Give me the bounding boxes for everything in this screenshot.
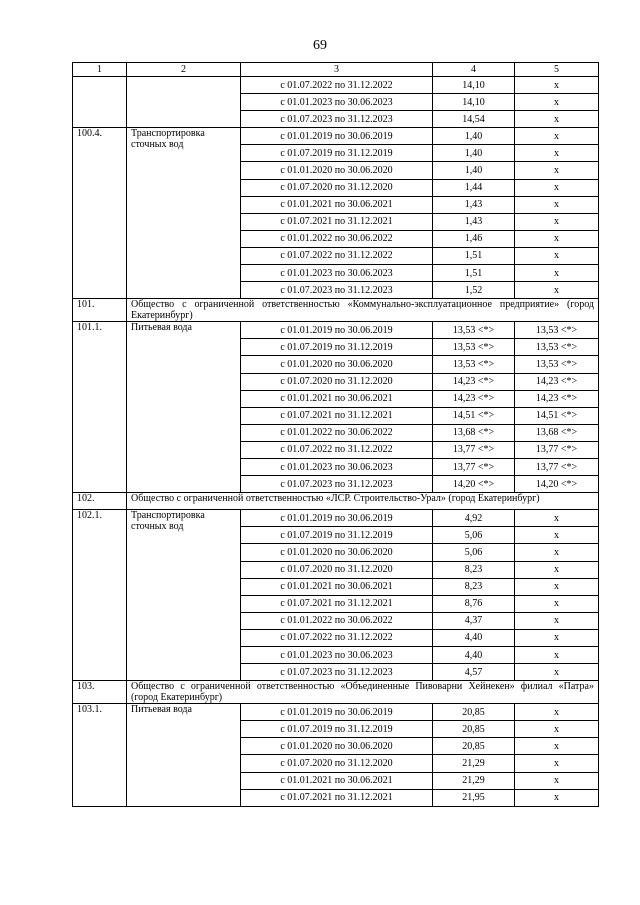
tariff-value-cell: 8,23 (433, 578, 515, 595)
tariff-vat-cell: x (515, 162, 599, 179)
tariff-value-cell: 21,29 (433, 772, 515, 789)
organization-row (73, 299, 599, 322)
organization-name: Общество с ограниченной ответственностью «Объединенные Пивоварни Хейнекен» филиал «Патра» (город Екатеринбург) (127, 681, 599, 704)
period-cell: с 01.07.2023 по 31.12.2023 (241, 282, 433, 299)
tariff-value-cell: 8,23 (433, 561, 515, 578)
table-row (73, 704, 599, 721)
tariff-value-cell: 1,51 (433, 247, 515, 264)
period-cell: с 01.01.2022 по 30.06.2022 (241, 612, 433, 629)
period-cell: с 01.07.2022 по 31.12.2022 (241, 629, 433, 646)
column-header: 3 (241, 63, 433, 77)
tariff-vat-cell: x (515, 213, 599, 230)
tariff-vat-cell: x (515, 544, 599, 561)
row-number: 102. (73, 493, 127, 510)
period-cell: с 01.07.2023 по 31.12.2023 (241, 476, 433, 493)
tariff-value-cell: 14,10 (433, 77, 515, 94)
column-header: 2 (127, 63, 241, 77)
period-cell: с 01.07.2022 по 31.12.2022 (241, 441, 433, 458)
period-cell: с 01.07.2021 по 31.12.2021 (241, 213, 433, 230)
column-header: 5 (515, 63, 599, 77)
tariff-vat-cell: x (515, 789, 599, 806)
tariff-vat-cell: 13,53 <*> (515, 322, 599, 339)
period-cell: с 01.01.2023 по 30.06.2023 (241, 94, 433, 111)
table-row (73, 128, 599, 145)
tariff-vat-cell: x (515, 265, 599, 282)
tariff-value-cell: 14,54 (433, 111, 515, 128)
period-cell: с 01.07.2021 по 31.12.2021 (241, 789, 433, 806)
period-cell: с 01.01.2020 по 30.06.2020 (241, 356, 433, 373)
tariff-value-cell: 4,40 (433, 629, 515, 646)
tariff-vat-cell: x (515, 772, 599, 789)
organization-name: Общество с ограниченной ответственностью «Коммунально-эксплуатационное предприятие» (город Екатеринбург) (127, 299, 599, 322)
tariff-value-cell: 1,40 (433, 162, 515, 179)
tariff-value-cell: 13,53 <*> (433, 356, 515, 373)
tariff-vat-cell: x (515, 721, 599, 738)
tariff-value-cell: 1,44 (433, 179, 515, 196)
tariff-vat-cell: x (515, 247, 599, 264)
tariff-value-cell: 13,77 <*> (433, 458, 515, 475)
tariff-value-cell: 8,76 (433, 595, 515, 612)
period-cell: с 01.07.2020 по 31.12.2020 (241, 179, 433, 196)
header-row (73, 63, 599, 77)
period-cell: с 01.01.2019 по 30.06.2019 (241, 510, 433, 527)
tariff-vat-cell: x (515, 578, 599, 595)
period-cell: с 01.01.2019 по 30.06.2019 (241, 704, 433, 721)
period-cell: с 01.07.2019 по 31.12.2019 (241, 339, 433, 356)
tariff-vat-cell: x (515, 561, 599, 578)
tariff-value-cell: 14,23 <*> (433, 373, 515, 390)
tariff-value-cell: 13,53 <*> (433, 322, 515, 339)
tariff-vat-cell: x (515, 755, 599, 772)
tariff-vat-cell: x (515, 230, 599, 247)
organization-row (73, 681, 599, 704)
period-cell: с 01.01.2021 по 30.06.2021 (241, 390, 433, 407)
period-cell: с 01.07.2023 по 31.12.2023 (241, 664, 433, 681)
tariff-table (72, 62, 599, 807)
tariff-vat-cell: 13,77 <*> (515, 458, 599, 475)
tariff-vat-cell: x (515, 595, 599, 612)
tariff-value-cell: 1,43 (433, 213, 515, 230)
tariff-vat-cell: x (515, 179, 599, 196)
tariff-vat-cell: 14,20 <*> (515, 476, 599, 493)
service-name: Питьевая вода (127, 704, 241, 807)
tariff-value-cell: 21,95 (433, 789, 515, 806)
period-cell: с 01.01.2022 по 30.06.2022 (241, 424, 433, 441)
tariff-value-cell: 20,85 (433, 738, 515, 755)
page-number: 69 (313, 38, 327, 53)
tariff-value-cell: 4,37 (433, 612, 515, 629)
table-row (73, 322, 599, 339)
tariff-vat-cell: x (515, 629, 599, 646)
period-cell: с 01.01.2021 по 30.06.2021 (241, 196, 433, 213)
tariff-vat-cell: x (515, 111, 599, 128)
tariff-value-cell: 4,57 (433, 664, 515, 681)
tariff-vat-cell: x (515, 612, 599, 629)
tariff-vat-cell: 14,23 <*> (515, 373, 599, 390)
tariff-vat-cell: x (515, 738, 599, 755)
tariff-vat-cell: 14,51 <*> (515, 407, 599, 424)
column-header: 4 (433, 63, 515, 77)
tariff-value-cell: 1,51 (433, 265, 515, 282)
period-cell: с 01.07.2020 по 31.12.2020 (241, 373, 433, 390)
period-cell: с 01.07.2022 по 31.12.2022 (241, 77, 433, 94)
row-number: 103. (73, 681, 127, 704)
tariff-value-cell: 14,10 (433, 94, 515, 111)
tariff-value-cell: 21,29 (433, 755, 515, 772)
table-row (73, 510, 599, 527)
tariff-value-cell: 13,53 <*> (433, 339, 515, 356)
row-number: 103.1. (73, 704, 127, 807)
organization-name: Общество с ограниченной ответственностью «ЛСР. Строительство-Урал» (город Екатеринбург) (127, 493, 599, 510)
period-cell: с 01.01.2020 по 30.06.2020 (241, 544, 433, 561)
tariff-vat-cell: x (515, 77, 599, 94)
tariff-value-cell: 20,85 (433, 704, 515, 721)
tariff-value-cell: 1,43 (433, 196, 515, 213)
tariff-vat-cell: 13,53 <*> (515, 339, 599, 356)
period-cell: с 01.01.2021 по 30.06.2021 (241, 578, 433, 595)
tariff-vat-cell: x (515, 282, 599, 299)
table-row (73, 77, 599, 94)
period-cell: с 01.07.2020 по 31.12.2020 (241, 755, 433, 772)
period-cell: с 01.07.2021 по 31.12.2021 (241, 407, 433, 424)
tariff-value-cell: 13,68 <*> (433, 424, 515, 441)
tariff-value-cell: 1,46 (433, 230, 515, 247)
period-cell: с 01.01.2023 по 30.06.2023 (241, 265, 433, 282)
period-cell: с 01.01.2020 по 30.06.2020 (241, 162, 433, 179)
tariff-vat-cell: 14,23 <*> (515, 390, 599, 407)
tariff-value-cell: 20,85 (433, 721, 515, 738)
period-cell: с 01.01.2020 по 30.06.2020 (241, 738, 433, 755)
tariff-value-cell: 4,40 (433, 647, 515, 664)
tariff-value-cell: 1,52 (433, 282, 515, 299)
period-cell: с 01.01.2022 по 30.06.2022 (241, 230, 433, 247)
period-cell: с 01.07.2019 по 31.12.2019 (241, 527, 433, 544)
tariff-vat-cell: 13,68 <*> (515, 424, 599, 441)
row-number: 101. (73, 299, 127, 322)
period-cell: с 01.07.2023 по 31.12.2023 (241, 111, 433, 128)
tariff-vat-cell: x (515, 647, 599, 664)
tariff-vat-cell: x (515, 704, 599, 721)
period-cell: с 01.07.2021 по 31.12.2021 (241, 595, 433, 612)
column-header: 1 (73, 63, 127, 77)
tariff-value-cell: 14,51 <*> (433, 407, 515, 424)
service-name: Транспортировка сточных вод (127, 510, 241, 681)
period-cell: с 01.01.2021 по 30.06.2021 (241, 772, 433, 789)
tariff-value-cell: 4,92 (433, 510, 515, 527)
tariff-vat-cell: 13,77 <*> (515, 441, 599, 458)
service-name (127, 77, 241, 128)
tariff-vat-cell: x (515, 664, 599, 681)
row-number: 101.1. (73, 322, 127, 493)
tariff-value-cell: 1,40 (433, 145, 515, 162)
service-name: Питьевая вода (127, 322, 241, 493)
period-cell: с 01.01.2023 по 30.06.2023 (241, 647, 433, 664)
tariff-value-cell: 5,06 (433, 527, 515, 544)
tariff-value-cell: 14,20 <*> (433, 476, 515, 493)
period-cell: с 01.07.2019 по 31.12.2019 (241, 721, 433, 738)
tariff-vat-cell: x (515, 94, 599, 111)
tariff-vat-cell: x (515, 196, 599, 213)
period-cell: с 01.01.2019 по 30.06.2019 (241, 322, 433, 339)
tariff-vat-cell: x (515, 527, 599, 544)
service-name: Транспортировка сточных вод (127, 128, 241, 299)
tariff-vat-cell: x (515, 145, 599, 162)
row-number: 102.1. (73, 510, 127, 681)
tariff-vat-cell: 13,53 <*> (515, 356, 599, 373)
tariff-value-cell: 5,06 (433, 544, 515, 561)
period-cell: с 01.07.2022 по 31.12.2022 (241, 247, 433, 264)
tariff-value-cell: 13,77 <*> (433, 441, 515, 458)
tariff-vat-cell: x (515, 510, 599, 527)
tariff-value-cell: 14,23 <*> (433, 390, 515, 407)
tariff-vat-cell: x (515, 128, 599, 145)
period-cell: с 01.07.2020 по 31.12.2020 (241, 561, 433, 578)
row-number: 100.4. (73, 128, 127, 299)
period-cell: с 01.07.2019 по 31.12.2019 (241, 145, 433, 162)
period-cell: с 01.01.2023 по 30.06.2023 (241, 458, 433, 475)
tariff-value-cell: 1,40 (433, 128, 515, 145)
organization-row (73, 493, 599, 510)
period-cell: с 01.01.2019 по 30.06.2019 (241, 128, 433, 145)
table-body (73, 77, 599, 807)
row-number (73, 77, 127, 128)
